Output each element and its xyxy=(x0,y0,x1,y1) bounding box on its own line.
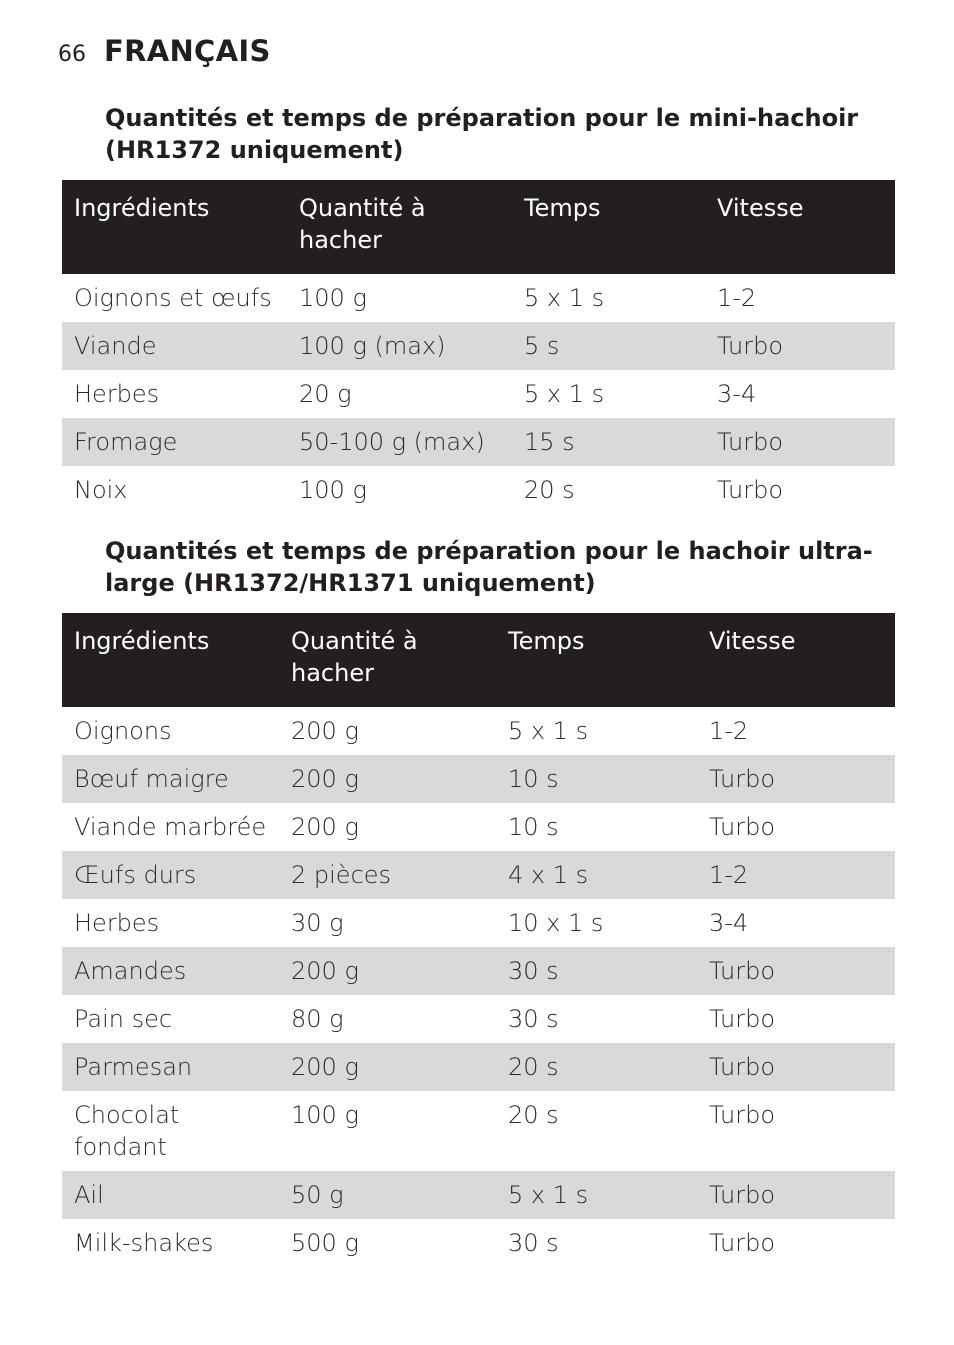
cell-speed: Turbo xyxy=(705,322,895,370)
page-number: 66 xyxy=(58,42,86,67)
cell-ingredient: Ail xyxy=(62,1171,279,1219)
column-header-time: Temps xyxy=(512,180,705,274)
table-row xyxy=(62,370,895,418)
table-row xyxy=(62,947,895,995)
table-row xyxy=(62,707,895,755)
cell-time: 5 s xyxy=(512,322,705,370)
cell-quantity: 500 g xyxy=(279,1219,496,1267)
mini-chopper-table xyxy=(62,180,895,514)
cell-ingredient: Bœuf maigre xyxy=(62,755,279,803)
cell-ingredient: Noix xyxy=(62,466,287,514)
cell-speed: Turbo xyxy=(697,1091,895,1171)
cell-quantity: 200 g xyxy=(279,947,496,995)
cell-speed: 1-2 xyxy=(697,851,895,899)
language-title: FRANÇAIS xyxy=(104,34,271,68)
cell-time: 10 s xyxy=(496,755,697,803)
cell-quantity: 50-100 g (max) xyxy=(287,418,512,466)
table-row xyxy=(62,466,895,514)
table-row xyxy=(62,1171,895,1219)
column-header-quantity: Quantité à hacher xyxy=(287,180,512,274)
cell-quantity: 200 g xyxy=(279,803,496,851)
table-row xyxy=(62,322,895,370)
cell-ingredient: Chocolat fondant xyxy=(62,1091,279,1171)
table-row xyxy=(62,851,895,899)
cell-quantity: 200 g xyxy=(279,707,496,755)
cell-quantity: 100 g (max) xyxy=(287,322,512,370)
page-header xyxy=(58,34,271,68)
section-1-title: Quantités et temps de préparation pour le mini-hachoir (HR1372 uniquement) xyxy=(105,104,859,164)
cell-time: 30 s xyxy=(496,1219,697,1267)
table-header-row xyxy=(62,180,895,274)
cell-speed: 1-2 xyxy=(697,707,895,755)
cell-speed: Turbo xyxy=(697,1043,895,1091)
cell-time: 5 x 1 s xyxy=(512,274,705,322)
column-header-speed: Vitesse xyxy=(705,180,895,274)
cell-time: 30 s xyxy=(496,995,697,1043)
cell-speed: Turbo xyxy=(705,466,895,514)
table-row xyxy=(62,995,895,1043)
table-row xyxy=(62,1219,895,1267)
cell-speed: Turbo xyxy=(697,1171,895,1219)
column-header-time: Temps xyxy=(496,613,697,707)
cell-quantity: 2 pièces xyxy=(279,851,496,899)
cell-quantity: 200 g xyxy=(279,1043,496,1091)
cell-speed: 1-2 xyxy=(705,274,895,322)
cell-time: 10 x 1 s xyxy=(496,899,697,947)
table-row xyxy=(62,1043,895,1091)
cell-ingredient: Oignons xyxy=(62,707,279,755)
cell-speed: Turbo xyxy=(697,803,895,851)
cell-speed: Turbo xyxy=(705,418,895,466)
cell-time: 5 x 1 s xyxy=(496,1171,697,1219)
cell-time: 20 s xyxy=(496,1091,697,1171)
column-header-ingredients: Ingrédients xyxy=(62,613,279,707)
cell-ingredient: Amandes xyxy=(62,947,279,995)
table-row xyxy=(62,1091,895,1171)
column-header-quantity: Quantité à hacher xyxy=(279,613,496,707)
table-row xyxy=(62,418,895,466)
cell-time: 4 x 1 s xyxy=(496,851,697,899)
cell-ingredient: Herbes xyxy=(62,899,279,947)
section-2-title: Quantités et temps de préparation pour le hachoir ultra-large (HR1372/HR1371 uniquement) xyxy=(105,537,873,597)
cell-ingredient: Viande xyxy=(62,322,287,370)
cell-speed: Turbo xyxy=(697,1219,895,1267)
cell-time: 10 s xyxy=(496,803,697,851)
cell-ingredient: Milk-shakes xyxy=(62,1219,279,1267)
cell-time: 30 s xyxy=(496,947,697,995)
cell-speed: 3-4 xyxy=(697,899,895,947)
cell-ingredient: Oignons et œufs xyxy=(62,274,287,322)
mini-chopper-table-body xyxy=(62,274,895,514)
cell-quantity: 20 g xyxy=(287,370,512,418)
table-row xyxy=(62,899,895,947)
column-header-ingredients: Ingrédients xyxy=(62,180,287,274)
cell-speed: 3-4 xyxy=(705,370,895,418)
cell-ingredient: Œufs durs xyxy=(62,851,279,899)
cell-ingredient: Herbes xyxy=(62,370,287,418)
ultra-large-chopper-table xyxy=(62,613,895,1267)
table-row xyxy=(62,274,895,322)
cell-time: 20 s xyxy=(496,1043,697,1091)
table-row xyxy=(62,803,895,851)
cell-ingredient: Fromage xyxy=(62,418,287,466)
cell-time: 15 s xyxy=(512,418,705,466)
cell-time: 20 s xyxy=(512,466,705,514)
cell-speed: Turbo xyxy=(697,755,895,803)
cell-ingredient: Parmesan xyxy=(62,1043,279,1091)
ultra-large-chopper-table-body xyxy=(62,707,895,1267)
table-row xyxy=(62,755,895,803)
cell-quantity: 100 g xyxy=(279,1091,496,1171)
cell-time: 5 x 1 s xyxy=(496,707,697,755)
cell-quantity: 200 g xyxy=(279,755,496,803)
cell-quantity: 50 g xyxy=(279,1171,496,1219)
column-header-speed: Vitesse xyxy=(697,613,895,707)
cell-quantity: 100 g xyxy=(287,274,512,322)
cell-quantity: 80 g xyxy=(279,995,496,1043)
cell-quantity: 30 g xyxy=(279,899,496,947)
cell-time: 5 x 1 s xyxy=(512,370,705,418)
cell-speed: Turbo xyxy=(697,947,895,995)
cell-ingredient: Pain sec xyxy=(62,995,279,1043)
cell-ingredient: Viande marbrée xyxy=(62,803,279,851)
cell-quantity: 100 g xyxy=(287,466,512,514)
cell-speed: Turbo xyxy=(697,995,895,1043)
table-header-row xyxy=(62,613,895,707)
